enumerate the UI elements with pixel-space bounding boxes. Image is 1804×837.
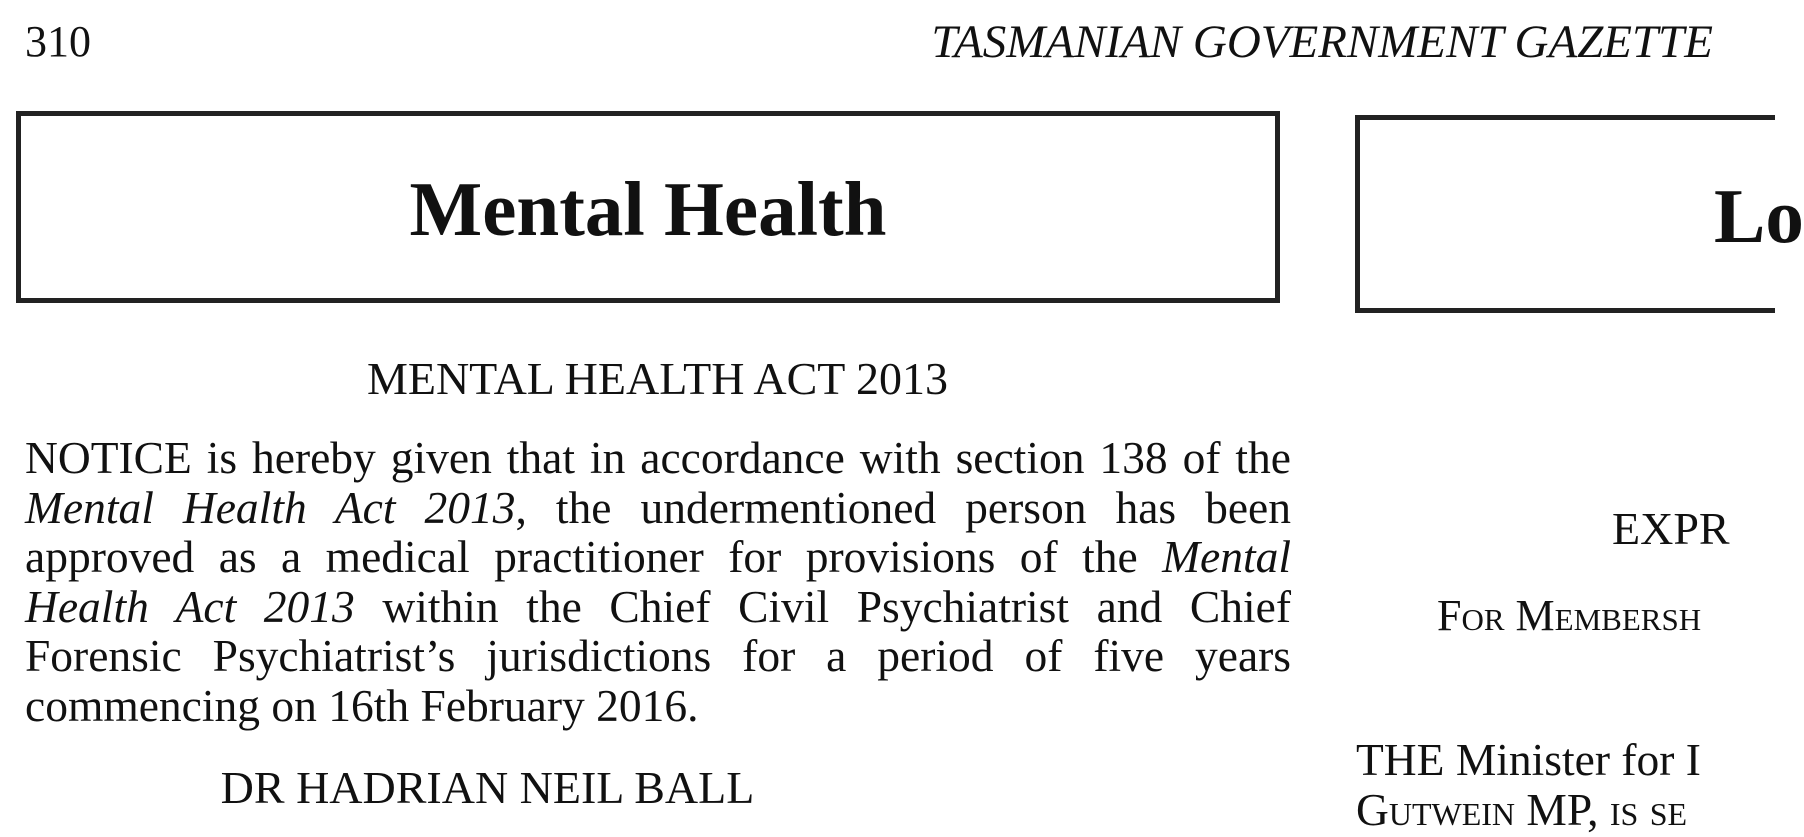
right-body-line2: Gutwein MP, is se xyxy=(1356,784,1688,835)
right-section-title-box xyxy=(1355,115,1804,313)
notice-text-part1: NOTICE is hereby given that in accordance with section 138 of the xyxy=(25,432,1291,483)
approved-person-name: DR HADRIAN NEIL BALL xyxy=(220,762,755,813)
act-name-italic-1: Mental Health Act 2013 xyxy=(25,481,516,533)
notice-text-part2: , the undermentioned person has been approved as a medical practitioner for provisions of the xyxy=(25,481,1291,583)
gazette-title: TASMANIAN GOVERNMENT GAZETTE xyxy=(931,16,1713,68)
right-subheading: For Membersh xyxy=(1437,591,1702,640)
right-heading: EXPR xyxy=(1612,503,1730,554)
notice-text-part3: within the Chief Civil Psychiatrist and Chief Forensic Psychiatrist’s jurisdictions for a period of five years commencing on 16th February 2016. xyxy=(25,580,1291,731)
notice-paragraph xyxy=(25,433,1291,731)
section-title-box xyxy=(16,111,1280,303)
page-number: 310 xyxy=(25,17,91,66)
act-name-italic-2: Mental Health Act 2013 xyxy=(25,531,1291,632)
act-heading: MENTAL HEALTH ACT 2013 xyxy=(366,353,949,404)
section-title: Mental Health xyxy=(409,165,887,252)
right-body-line1: THE Minister for I xyxy=(1356,734,1701,785)
right-section-title: Lo xyxy=(1714,173,1804,259)
